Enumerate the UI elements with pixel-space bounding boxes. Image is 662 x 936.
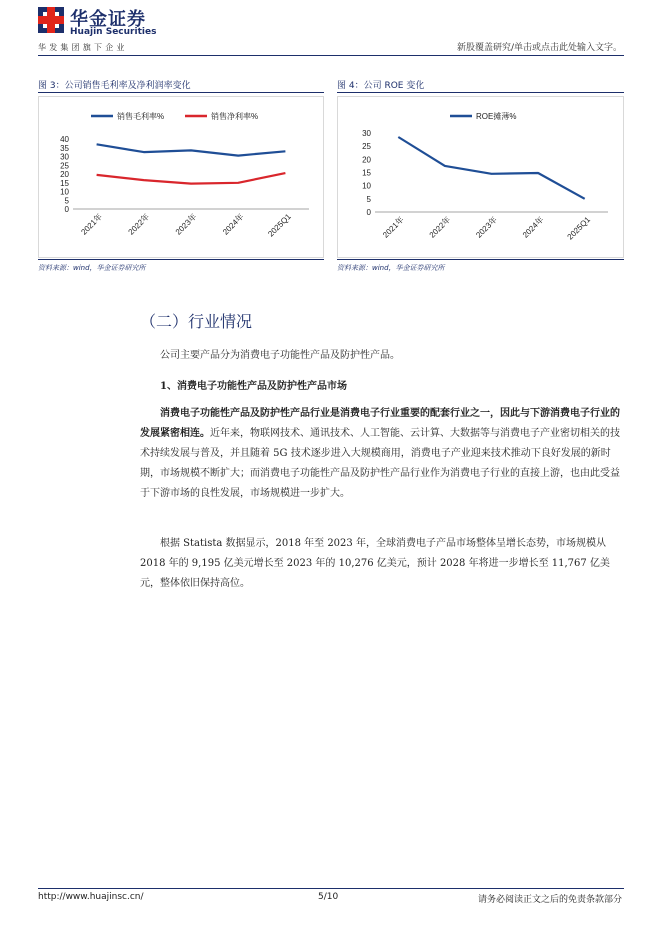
figure-4-caption: 图 4：公司 ROE 变化	[337, 81, 425, 91]
y-tick-label-0: 0	[64, 205, 69, 214]
figure-3-source: 资料来源：wind，华金证券研究所	[38, 264, 146, 272]
logo-english-name: Huajin Securities	[70, 27, 157, 37]
figure-3-chart	[38, 96, 324, 258]
company-logo-icon	[38, 7, 64, 33]
legend-label-0: ROE摊薄%	[476, 112, 517, 121]
legend-label-0: 销售毛利率%	[117, 112, 165, 121]
legend-label-1: 销售净利率%	[211, 112, 259, 121]
y-tick-label-1: 5	[366, 194, 371, 204]
figure-3-caption: 图 3：公司销售毛利率及净利润率变化	[38, 81, 191, 91]
figure-4-top-rule	[337, 92, 624, 93]
figure-4-chart	[337, 96, 624, 258]
footer-divider	[38, 888, 624, 889]
footer-website-link[interactable]: http://www.huajinsc.cn/	[38, 892, 144, 902]
series-line-0	[97, 144, 286, 155]
y-tick-label-4: 20	[362, 155, 371, 165]
y-tick-label-4: 20	[60, 170, 69, 179]
paragraph-industry-lead: 消费电子功能性产品及防护性产品行业是消费电子行业重要的配套行业之一，因此与下游消费电子行业的发展紧密相连。	[140, 408, 620, 439]
y-tick-label-5: 25	[60, 161, 69, 171]
page-number: 5/10	[318, 892, 339, 902]
figure-3-bottom-rule	[38, 259, 324, 260]
y-tick-label-3: 15	[60, 178, 69, 188]
margin-chart-svg	[39, 97, 323, 257]
figure-4-source: 资料来源：wind，华金证券研究所	[337, 264, 445, 272]
x-tick-label-3: 2024年	[221, 212, 246, 237]
logo-chinese-name: 华金证券	[70, 9, 146, 30]
y-tick-label-8: 40	[60, 135, 69, 144]
company-tagline: 华发集团旗下企业	[38, 43, 128, 52]
x-tick-label-2: 2023年	[173, 212, 199, 237]
y-tick-label-6: 30	[60, 152, 69, 162]
series-line-1	[97, 173, 286, 184]
report-type-label[interactable]: 新股覆盖研究/单击或点击此处输入文字。	[456, 43, 622, 53]
x-tick-label-0: 2021年	[381, 215, 406, 240]
paragraph-statista: 根据 Statista 数据显示，2018 年至 2023 年，全球消费电子产品市场整体呈增长态势，市场规模从 2018 年的 9,195 亿美元增长至 2023 年的 10,276 亿美元，预计 2028 年将进一步增长至 11,767 亿美元，整体依旧保持高位。	[140, 538, 610, 589]
y-tick-label-2: 10	[362, 181, 371, 191]
header-divider	[38, 55, 624, 56]
y-tick-label-3: 15	[362, 168, 371, 178]
paragraph-industry	[140, 404, 625, 504]
roe-chart-svg	[338, 97, 623, 257]
x-tick-label-4: 2025Q1	[565, 215, 593, 242]
y-tick-label-2: 10	[60, 187, 69, 197]
x-tick-label-2: 2023年	[474, 215, 499, 240]
y-tick-label-1: 5	[64, 196, 69, 206]
paragraph-intro: 公司主要产品分为消费电子功能性产品及防护性产品。	[160, 350, 400, 361]
x-tick-label-1: 2022年	[126, 212, 152, 237]
section-title: （二）行业情况	[140, 312, 253, 331]
x-tick-label-3: 2024年	[520, 215, 546, 240]
y-tick-label-7: 35	[60, 143, 69, 153]
x-tick-label-4: 2025Q1	[266, 212, 293, 239]
y-tick-label-5: 25	[362, 142, 371, 152]
subheading-market: 1、消费电子功能性产品及防护性产品市场	[160, 381, 347, 392]
series-line-0	[398, 137, 584, 199]
x-tick-label-0: 2021年	[79, 212, 105, 237]
x-tick-label-1: 2022年	[427, 215, 453, 240]
footer-disclaimer: 请务必阅读正文之后的免责条款部分	[477, 895, 622, 905]
figure-4-bottom-rule	[337, 259, 624, 260]
figure-3-top-rule	[38, 92, 324, 93]
paragraph-industry-body: 近年来，物联网技术、通讯技术、人工智能、云计算、大数据等与消费电子产业密切相关的技术持续发展与普及，并且随着 5G 技术逐步进入大规模商用，消费电子产业迎来技术推动下良好发展的新时期，市场规模不断扩大；而消费电子功能性产品及防护性产品行业作为消费电子行业的直接上游，也由此受益于下游市场的良性发展，市场规模进一步扩大。	[140, 428, 620, 499]
y-tick-label-6: 30	[362, 129, 371, 138]
y-tick-label-0: 0	[366, 208, 371, 217]
